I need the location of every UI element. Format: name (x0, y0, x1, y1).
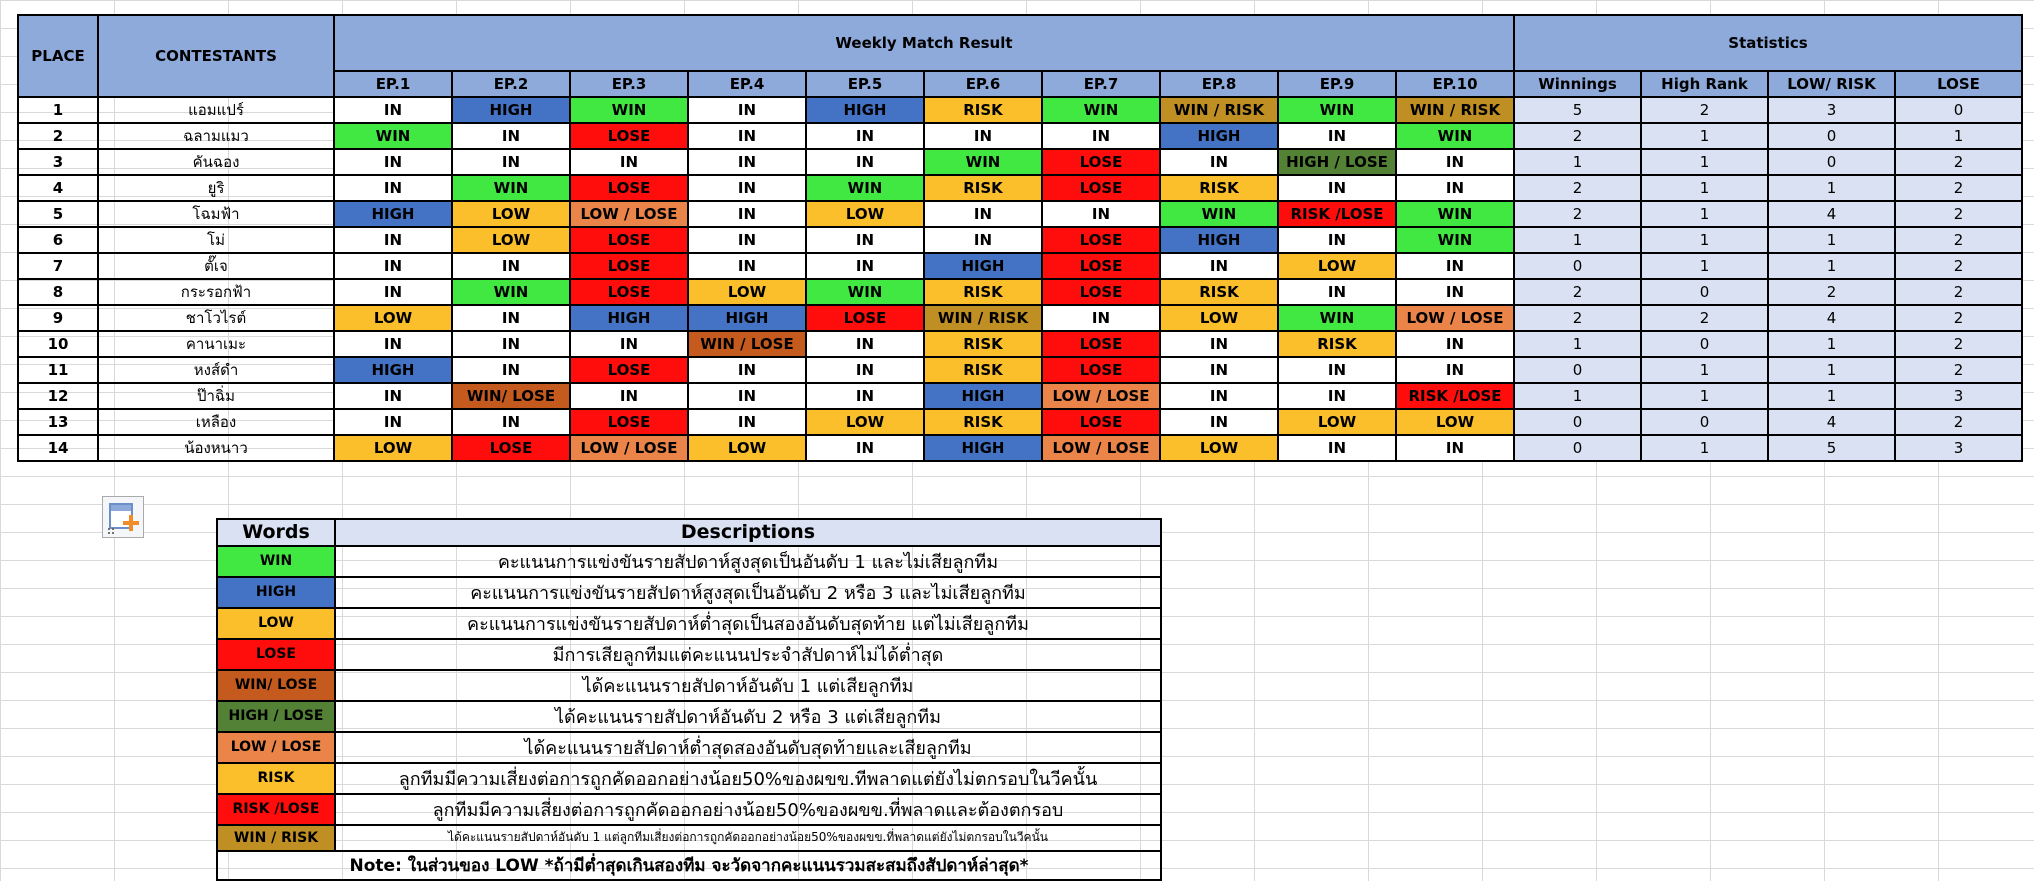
episode-header-2[interactable]: EP.2 (452, 71, 570, 97)
result-cell-ep5[interactable]: IN (806, 253, 924, 279)
result-cell-ep7[interactable]: IN (1042, 305, 1160, 331)
stat-cell-lose[interactable]: 2 (1895, 175, 2022, 201)
place-cell[interactable]: 2 (18, 123, 98, 149)
stat-cell-lose[interactable]: 2 (1895, 149, 2022, 175)
result-cell-ep8[interactable]: IN (1160, 149, 1278, 175)
place-cell[interactable]: 10 (18, 331, 98, 357)
result-cell-ep6[interactable]: IN (924, 201, 1042, 227)
stat-cell-winnings[interactable]: 2 (1514, 123, 1641, 149)
stat-cell-lose[interactable]: 2 (1895, 331, 2022, 357)
stat-cell-high-rank[interactable]: 1 (1641, 435, 1768, 461)
result-cell-ep1[interactable]: IN (334, 331, 452, 357)
result-cell-ep10[interactable]: IN (1396, 279, 1514, 305)
contestant-name-cell[interactable]: ป๊าฉิ่ม (98, 383, 334, 409)
stat-cell-low-risk[interactable]: 1 (1768, 331, 1895, 357)
legend-description[interactable]: คะแนนการแข่งขันรายสัปดาห์ต่ำสุดเป็นสองอันดับสุดท้าย แต่ไม่เสียลูกทีม (335, 608, 1161, 639)
result-cell-ep2[interactable]: WIN (452, 279, 570, 305)
contestant-rows (18, 97, 2022, 461)
stat-cell-lose[interactable]: 3 (1895, 435, 2022, 461)
stat-cell-high-rank[interactable]: 0 (1641, 331, 1768, 357)
result-cell-ep6[interactable]: HIGH (924, 383, 1042, 409)
result-cell-ep7[interactable]: LOSE (1042, 253, 1160, 279)
result-cell-ep3[interactable]: WIN (570, 97, 688, 123)
match-result-table (17, 14, 2023, 462)
result-cell-ep10[interactable]: IN (1396, 331, 1514, 357)
result-cell-ep3[interactable]: IN (570, 149, 688, 175)
stat-cell-high-rank[interactable]: 2 (1641, 97, 1768, 123)
legend-description[interactable]: คะแนนการแข่งขันรายสัปดาห์สูงสุดเป็นอันดับ 2 หรือ 3 และไม่เสียลูกทีม (335, 577, 1161, 608)
contestant-name-cell[interactable]: หงส์ดำ (98, 357, 334, 383)
result-cell-ep9[interactable]: IN (1278, 227, 1396, 253)
result-cell-ep4[interactable]: IN (688, 227, 806, 253)
stat-cell-low-risk[interactable]: 1 (1768, 175, 1895, 201)
result-cell-ep7[interactable]: LOW / LOSE (1042, 435, 1160, 461)
legend-row (217, 670, 1161, 701)
stat-cell-lose[interactable]: 1 (1895, 123, 2022, 149)
result-cell-ep8[interactable]: HIGH (1160, 227, 1278, 253)
result-cell-ep2[interactable]: IN (452, 357, 570, 383)
result-cell-ep2[interactable]: LOW (452, 201, 570, 227)
result-cell-ep5[interactable]: IN (806, 123, 924, 149)
table-row (18, 305, 2022, 331)
legend-word-low[interactable]: LOW (217, 608, 335, 639)
result-cell-ep3[interactable]: LOSE (570, 279, 688, 305)
table-row (18, 175, 2022, 201)
result-cell-ep3[interactable]: LOSE (570, 357, 688, 383)
result-cell-ep4[interactable]: IN (688, 357, 806, 383)
stat-cell-high-rank[interactable]: 1 (1641, 253, 1768, 279)
legend-description[interactable]: ได้คะแนนรายสัปดาห์ต่ำสุดสองอันดับสุดท้ายและเสียลูกทีม (335, 732, 1161, 763)
place-cell[interactable]: 4 (18, 175, 98, 201)
legend-description[interactable]: ลูกทีมมีความเสี่ยงต่อการถูกคัดออกอย่างน้อย50%ของผขข.ทีพลาดแต่ยังไม่ตกรอบในวีคนั้น (335, 763, 1161, 794)
result-cell-ep10[interactable]: LOW / LOSE (1396, 305, 1514, 331)
result-cell-ep6[interactable]: RISK (924, 175, 1042, 201)
result-cell-ep1[interactable]: IN (334, 149, 452, 175)
table-row (18, 435, 2022, 461)
result-cell-ep7[interactable]: LOW / LOSE (1042, 383, 1160, 409)
legend-row (217, 577, 1161, 608)
result-cell-ep5[interactable]: LOW (806, 409, 924, 435)
stat-cell-high-rank[interactable]: 1 (1641, 201, 1768, 227)
contestant-name-cell[interactable]: ฉลามแมว (98, 123, 334, 149)
legend-description[interactable]: ได้คะแนนรายสัปดาห์อันดับ 2 หรือ 3 แต่เสียลูกทีม (335, 701, 1161, 732)
stat-cell-low-risk[interactable]: 4 (1768, 409, 1895, 435)
result-cell-ep3[interactable]: IN (570, 331, 688, 357)
result-cell-ep1[interactable]: LOW (334, 305, 452, 331)
result-cell-ep2[interactable]: IN (452, 331, 570, 357)
result-cell-ep7[interactable]: IN (1042, 201, 1160, 227)
result-cell-ep10[interactable]: WIN / RISK (1396, 97, 1514, 123)
result-cell-ep6[interactable]: HIGH (924, 435, 1042, 461)
stat-cell-winnings[interactable]: 0 (1514, 357, 1641, 383)
stat-cell-winnings[interactable]: 2 (1514, 305, 1641, 331)
episode-header-4[interactable]: EP.4 (688, 71, 806, 97)
result-cell-ep1[interactable]: IN (334, 227, 452, 253)
stat-cell-low-risk[interactable]: 0 (1768, 123, 1895, 149)
result-cell-ep9[interactable]: RISK (1278, 331, 1396, 357)
result-cell-ep10[interactable]: IN (1396, 149, 1514, 175)
plus-icon (121, 513, 141, 533)
legend-note[interactable]: Note: ในส่วนของ LOW *ถ้ามีต่ำสุดเกินสองทีม จะวัดจากคะแนนรวมสะสมถึงสัปดาห์ล่าสุด* (217, 851, 1161, 880)
result-cell-ep6[interactable]: RISK (924, 331, 1042, 357)
result-cell-ep3[interactable]: LOSE (570, 409, 688, 435)
result-cell-ep8[interactable]: RISK (1160, 279, 1278, 305)
words-header[interactable]: Words (217, 519, 335, 546)
stat-cell-lose[interactable]: 3 (1895, 383, 2022, 409)
stat-cell-winnings[interactable]: 2 (1514, 175, 1641, 201)
stat-header-low-risk[interactable]: LOW/ RISK (1768, 71, 1895, 97)
result-cell-ep3[interactable]: LOW / LOSE (570, 201, 688, 227)
result-cell-ep3[interactable]: HIGH (570, 305, 688, 331)
stat-cell-low-risk[interactable]: 3 (1768, 97, 1895, 123)
result-cell-ep3[interactable]: LOSE (570, 227, 688, 253)
result-cell-ep8[interactable]: HIGH (1160, 123, 1278, 149)
contestant-name-cell[interactable]: เหลือง (98, 409, 334, 435)
place-header[interactable]: PLACE (18, 15, 98, 97)
contestants-header[interactable]: CONTESTANTS (98, 15, 334, 97)
result-cell-ep7[interactable]: LOSE (1042, 227, 1160, 253)
result-cell-ep7[interactable]: LOSE (1042, 149, 1160, 175)
result-cell-ep4[interactable]: IN (688, 123, 806, 149)
stat-cell-lose[interactable]: 2 (1895, 305, 2022, 331)
result-cell-ep2[interactable]: WIN/ LOSE (452, 383, 570, 409)
result-cell-ep1[interactable]: HIGH (334, 201, 452, 227)
result-cell-ep10[interactable]: WIN (1396, 123, 1514, 149)
contestant-name-cell[interactable]: น้องหนาว (98, 435, 334, 461)
result-cell-ep6[interactable]: RISK (924, 409, 1042, 435)
result-cell-ep2[interactable]: IN (452, 149, 570, 175)
result-cell-ep4[interactable]: IN (688, 201, 806, 227)
result-cell-ep8[interactable]: IN (1160, 253, 1278, 279)
result-cell-ep8[interactable]: IN (1160, 357, 1278, 383)
stat-cell-low-risk[interactable]: 2 (1768, 279, 1895, 305)
legend-word-risk-lose[interactable]: RISK /LOSE (217, 794, 335, 825)
stat-cell-winnings[interactable]: 1 (1514, 331, 1641, 357)
result-cell-ep8[interactable]: LOW (1160, 435, 1278, 461)
stat-cell-lose[interactable]: 2 (1895, 357, 2022, 383)
result-cell-ep4[interactable]: IN (688, 97, 806, 123)
result-cell-ep9[interactable]: HIGH / LOSE (1278, 149, 1396, 175)
contestant-name-cell[interactable]: ชาโวไรต์ (98, 305, 334, 331)
result-cell-ep1[interactable]: IN (334, 97, 452, 123)
result-cell-ep4[interactable]: IN (688, 253, 806, 279)
result-cell-ep5[interactable]: IN (806, 149, 924, 175)
legend-row (217, 732, 1161, 763)
place-cell[interactable]: 13 (18, 409, 98, 435)
result-cell-ep9[interactable]: IN (1278, 123, 1396, 149)
result-cell-ep1[interactable]: LOW (334, 435, 452, 461)
result-cell-ep6[interactable]: IN (924, 123, 1042, 149)
table-row (18, 279, 2022, 305)
result-cell-ep2[interactable]: LOSE (452, 435, 570, 461)
contestant-name-cell[interactable]: ยูริ (98, 175, 334, 201)
stat-cell-lose[interactable]: 2 (1895, 227, 2022, 253)
result-cell-ep8[interactable]: WIN (1160, 201, 1278, 227)
result-cell-ep2[interactable]: WIN (452, 175, 570, 201)
stat-cell-high-rank[interactable]: 0 (1641, 409, 1768, 435)
result-cell-ep10[interactable]: WIN (1396, 201, 1514, 227)
stat-cell-lose[interactable]: 2 (1895, 253, 2022, 279)
result-cell-ep6[interactable]: RISK (924, 279, 1042, 305)
result-cell-ep2[interactable]: IN (452, 305, 570, 331)
result-cell-ep7[interactable]: IN (1042, 123, 1160, 149)
episode-header-5[interactable]: EP.5 (806, 71, 924, 97)
stat-cell-winnings[interactable]: 0 (1514, 253, 1641, 279)
contestant-name-cell[interactable]: กระรอกฟ้า (98, 279, 334, 305)
result-cell-ep4[interactable]: LOW (688, 435, 806, 461)
legend-row (217, 546, 1161, 577)
stat-cell-low-risk[interactable]: 1 (1768, 227, 1895, 253)
table-row (18, 253, 2022, 279)
result-cell-ep1[interactable]: IN (334, 175, 452, 201)
legend-row (217, 825, 1161, 852)
stat-cell-winnings[interactable]: 2 (1514, 279, 1641, 305)
place-cell[interactable]: 1 (18, 97, 98, 123)
result-cell-ep7[interactable]: LOSE (1042, 175, 1160, 201)
stat-cell-low-risk[interactable]: 1 (1768, 253, 1895, 279)
result-cell-ep8[interactable]: IN (1160, 409, 1278, 435)
result-cell-ep1[interactable]: IN (334, 279, 452, 305)
result-cell-ep3[interactable]: IN (570, 383, 688, 409)
result-cell-ep10[interactable]: IN (1396, 253, 1514, 279)
result-cell-ep9[interactable]: LOW (1278, 253, 1396, 279)
result-cell-ep6[interactable]: HIGH (924, 253, 1042, 279)
dots-icon (107, 527, 115, 535)
stat-cell-winnings[interactable]: 0 (1514, 435, 1641, 461)
result-cell-ep2[interactable]: IN (452, 123, 570, 149)
contestant-name-cell[interactable]: ตั๊เจ (98, 253, 334, 279)
result-cell-ep4[interactable]: HIGH (688, 305, 806, 331)
stat-cell-low-risk[interactable]: 1 (1768, 357, 1895, 383)
result-cell-ep1[interactable]: IN (334, 409, 452, 435)
table-row (18, 331, 2022, 357)
result-cell-ep9[interactable]: IN (1278, 383, 1396, 409)
legend-word-high-lose[interactable]: HIGH / LOSE (217, 701, 335, 732)
result-cell-ep3[interactable]: LOSE (570, 123, 688, 149)
statistics-header[interactable]: Statistics (1514, 15, 2022, 71)
stat-cell-low-risk[interactable]: 1 (1768, 383, 1895, 409)
result-cell-ep5[interactable]: WIN (806, 279, 924, 305)
legend-word-risk[interactable]: RISK (217, 763, 335, 794)
table-row (18, 383, 2022, 409)
result-cell-ep4[interactable]: WIN / LOSE (688, 331, 806, 357)
result-cell-ep1[interactable]: WIN (334, 123, 452, 149)
stat-header-lose[interactable]: LOSE (1895, 71, 2022, 97)
table-row (18, 149, 2022, 175)
legend-table (216, 518, 1162, 881)
legend-description[interactable]: มีการเสียลูกทีมแต่คะแนนประจำสัปดาห์ไม่ได้ต่ำสุด (335, 639, 1161, 670)
legend-row (217, 608, 1161, 639)
result-cell-ep3[interactable]: LOW / LOSE (570, 435, 688, 461)
place-cell[interactable]: 3 (18, 149, 98, 175)
result-cell-ep5[interactable]: LOW (806, 201, 924, 227)
contestant-name-cell[interactable]: โฉมฟ้า (98, 201, 334, 227)
result-cell-ep8[interactable]: IN (1160, 383, 1278, 409)
place-cell[interactable]: 5 (18, 201, 98, 227)
legend-row (217, 794, 1161, 825)
stat-cell-high-rank[interactable]: 1 (1641, 357, 1768, 383)
table-row (18, 227, 2022, 253)
legend-word-win[interactable]: WIN (217, 546, 335, 577)
stat-cell-high-rank[interactable]: 1 (1641, 175, 1768, 201)
result-cell-ep10[interactable]: WIN (1396, 227, 1514, 253)
stat-cell-winnings[interactable]: 2 (1514, 201, 1641, 227)
stat-cell-low-risk[interactable]: 4 (1768, 305, 1895, 331)
result-cell-ep10[interactable]: IN (1396, 357, 1514, 383)
result-cell-ep3[interactable]: LOSE (570, 175, 688, 201)
legend-row (217, 701, 1161, 732)
result-cell-ep6[interactable]: RISK (924, 357, 1042, 383)
episode-header-1[interactable]: EP.1 (334, 71, 452, 97)
result-cell-ep7[interactable]: LOSE (1042, 331, 1160, 357)
paste-options-icon[interactable] (102, 496, 144, 538)
place-cell[interactable]: 12 (18, 383, 98, 409)
result-cell-ep5[interactable]: HIGH (806, 97, 924, 123)
result-cell-ep1[interactable]: IN (334, 383, 452, 409)
result-cell-ep1[interactable]: HIGH (334, 357, 452, 383)
result-cell-ep9[interactable]: WIN (1278, 97, 1396, 123)
result-cell-ep5[interactable]: IN (806, 331, 924, 357)
result-cell-ep3[interactable]: LOSE (570, 253, 688, 279)
result-cell-ep4[interactable]: LOW (688, 279, 806, 305)
stat-cell-high-rank[interactable]: 1 (1641, 123, 1768, 149)
stat-cell-lose[interactable]: 2 (1895, 201, 2022, 227)
result-cell-ep9[interactable]: IN (1278, 435, 1396, 461)
stat-cell-high-rank[interactable]: 2 (1641, 305, 1768, 331)
stat-cell-winnings[interactable]: 1 (1514, 383, 1641, 409)
result-cell-ep8[interactable]: IN (1160, 331, 1278, 357)
result-cell-ep10[interactable]: IN (1396, 435, 1514, 461)
result-cell-ep4[interactable]: IN (688, 149, 806, 175)
result-cell-ep9[interactable]: RISK /LOSE (1278, 201, 1396, 227)
episode-header-9[interactable]: EP.9 (1278, 71, 1396, 97)
stat-cell-winnings[interactable]: 1 (1514, 227, 1641, 253)
place-cell[interactable]: 9 (18, 305, 98, 331)
stat-cell-high-rank[interactable]: 1 (1641, 227, 1768, 253)
result-cell-ep2[interactable]: IN (452, 253, 570, 279)
place-cell[interactable]: 8 (18, 279, 98, 305)
place-cell[interactable]: 7 (18, 253, 98, 279)
stat-cell-low-risk[interactable]: 5 (1768, 435, 1895, 461)
legend-rows (217, 546, 1161, 881)
stat-cell-high-rank[interactable]: 1 (1641, 383, 1768, 409)
result-cell-ep2[interactable]: HIGH (452, 97, 570, 123)
table-row (18, 123, 2022, 149)
result-cell-ep5[interactable]: WIN (806, 175, 924, 201)
place-cell[interactable]: 14 (18, 435, 98, 461)
stat-cell-lose[interactable]: 0 (1895, 97, 2022, 123)
result-cell-ep8[interactable]: WIN / RISK (1160, 97, 1278, 123)
result-cell-ep5[interactable]: IN (806, 227, 924, 253)
legend-description[interactable]: ได้คะแนนรายสัปดาห์อันดับ 1 แต่ลูกทีมเสี่ยงต่อการถูกคัดออกอย่างน้อย50%ของผขข.ที่พลาดแต่ยังไม่ตกรอบในวีคนั้น (335, 825, 1161, 852)
legend-word-lose[interactable]: LOSE (217, 639, 335, 670)
episode-header-10[interactable]: EP.10 (1396, 71, 1514, 97)
result-cell-ep9[interactable]: IN (1278, 357, 1396, 383)
legend-word-win-lose[interactable]: WIN/ LOSE (217, 670, 335, 701)
episode-header-8[interactable]: EP.8 (1160, 71, 1278, 97)
legend-row (217, 763, 1161, 794)
result-cell-ep8[interactable]: RISK (1160, 175, 1278, 201)
legend-description[interactable]: คะแนนการแข่งขันรายสัปดาห์สูงสุดเป็นอันดับ 1 และไม่เสียลูกทีม (335, 546, 1161, 577)
result-cell-ep7[interactable]: LOSE (1042, 279, 1160, 305)
result-cell-ep9[interactable]: IN (1278, 175, 1396, 201)
result-cell-ep9[interactable]: LOW (1278, 409, 1396, 435)
result-cell-ep5[interactable]: IN (806, 435, 924, 461)
legend-word-win-risk[interactable]: WIN / RISK (217, 825, 335, 852)
result-cell-ep6[interactable]: IN (924, 227, 1042, 253)
stat-cell-low-risk[interactable]: 4 (1768, 201, 1895, 227)
place-cell[interactable]: 11 (18, 357, 98, 383)
legend-note-row (217, 851, 1161, 880)
stat-header-high-rank[interactable]: High Rank (1641, 71, 1768, 97)
contestant-name-cell[interactable]: คันฉอง (98, 149, 334, 175)
stat-cell-winnings[interactable]: 5 (1514, 97, 1641, 123)
table-row (18, 357, 2022, 383)
table-row (18, 201, 2022, 227)
table-row (18, 409, 2022, 435)
legend-word-low-lose[interactable]: LOW / LOSE (217, 732, 335, 763)
stat-cell-winnings[interactable]: 1 (1514, 149, 1641, 175)
episode-header-3[interactable]: EP.3 (570, 71, 688, 97)
result-cell-ep9[interactable]: IN (1278, 279, 1396, 305)
result-cell-ep4[interactable]: IN (688, 383, 806, 409)
result-cell-ep4[interactable]: IN (688, 175, 806, 201)
stat-cell-low-risk[interactable]: 0 (1768, 149, 1895, 175)
result-cell-ep5[interactable]: IN (806, 357, 924, 383)
stat-cell-winnings[interactable]: 0 (1514, 409, 1641, 435)
contestant-name-cell[interactable]: โม่ (98, 227, 334, 253)
result-cell-ep6[interactable]: RISK (924, 97, 1042, 123)
result-cell-ep9[interactable]: WIN (1278, 305, 1396, 331)
stat-cell-lose[interactable]: 2 (1895, 409, 2022, 435)
contestant-name-cell[interactable]: คานาเมะ (98, 331, 334, 357)
result-cell-ep8[interactable]: LOW (1160, 305, 1278, 331)
result-cell-ep10[interactable]: IN (1396, 175, 1514, 201)
table-row (18, 97, 2022, 123)
weekly-result-header[interactable]: Weekly Match Result (334, 15, 1514, 71)
result-cell-ep2[interactable]: LOW (452, 227, 570, 253)
result-cell-ep5[interactable]: LOSE (806, 305, 924, 331)
stat-cell-high-rank[interactable]: 1 (1641, 149, 1768, 175)
stat-cell-high-rank[interactable]: 0 (1641, 279, 1768, 305)
result-cell-ep7[interactable]: WIN (1042, 97, 1160, 123)
legend-word-high[interactable]: HIGH (217, 577, 335, 608)
result-cell-ep10[interactable]: LOW (1396, 409, 1514, 435)
legend-description[interactable]: ได้คะแนนรายสัปดาห์อันดับ 1 แต่เสียลูกทีม (335, 670, 1161, 701)
descriptions-header[interactable]: Descriptions (335, 519, 1161, 546)
result-cell-ep2[interactable]: IN (452, 409, 570, 435)
episode-header-7[interactable]: EP.7 (1042, 71, 1160, 97)
stat-cell-lose[interactable]: 2 (1895, 279, 2022, 305)
result-cell-ep4[interactable]: IN (688, 409, 806, 435)
result-cell-ep1[interactable]: IN (334, 253, 452, 279)
episode-header-6[interactable]: EP.6 (924, 71, 1042, 97)
legend-row (217, 639, 1161, 670)
result-cell-ep6[interactable]: WIN / RISK (924, 305, 1042, 331)
place-cell[interactable]: 6 (18, 227, 98, 253)
result-cell-ep6[interactable]: WIN (924, 149, 1042, 175)
contestant-name-cell[interactable]: แอมแปร์ (98, 97, 334, 123)
result-cell-ep7[interactable]: LOSE (1042, 357, 1160, 383)
result-cell-ep7[interactable]: LOSE (1042, 409, 1160, 435)
legend-description[interactable]: ลูกทีมมีความเสี่ยงต่อการถูกคัดออกอย่างน้อย50%ของผขข.ที่พลาดและต้องตกรอบ (335, 794, 1161, 825)
result-cell-ep10[interactable]: RISK /LOSE (1396, 383, 1514, 409)
result-cell-ep5[interactable]: IN (806, 383, 924, 409)
stat-header-winnings[interactable]: Winnings (1514, 71, 1641, 97)
